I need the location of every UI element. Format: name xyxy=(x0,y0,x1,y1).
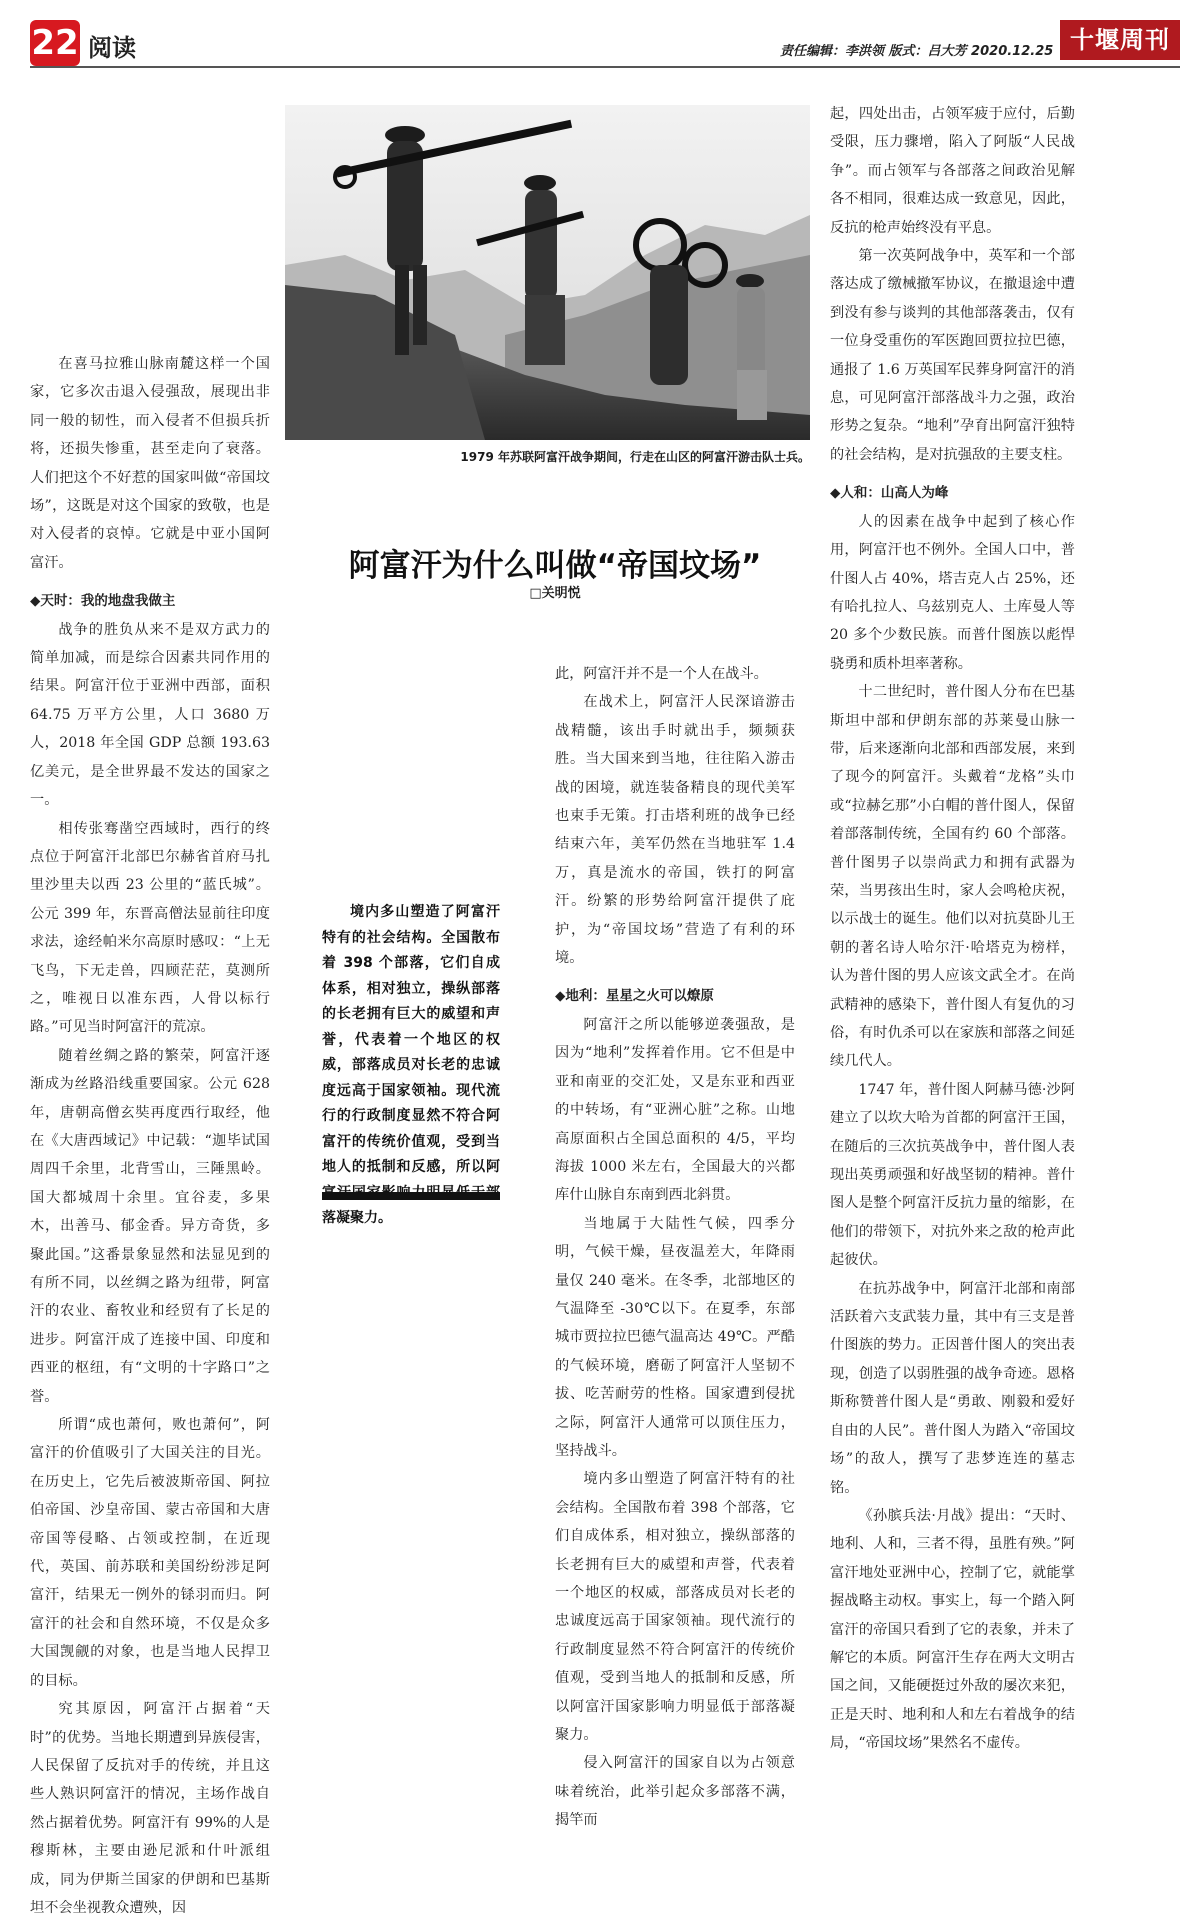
column-3 xyxy=(830,100,1075,1758)
column-1 xyxy=(30,350,270,1922)
page-number: 22 xyxy=(30,20,80,66)
pull-quote-bar xyxy=(322,1192,500,1200)
soldiers-photo-illustration xyxy=(285,105,810,440)
paragraph: 境内多山塑造了阿富汗特有的社会结构。全国散布着 398 个部落，它们自成体系，相对独立，操纵部落的长老拥有巨大的威望和声誉，代表着一个地区的权威，部落成员对长老的忠诚度远高于国家领袖。现代流行的行政制度显然不符合阿富汗的传统价值观，受到当地人的抵制和反感，所以阿富汗国家影响力明显低于部落凝聚力。 xyxy=(555,1471,795,1744)
paragraph: 阿富汗之所以能够逆袭强敌，是因为“地利”发挥着作用。它不但是中亚和南亚的交汇处，又是东亚和西亚的中转场，有“亚洲心脏”之称。山地高原面积占全国总面积的 4/5，平均海拔 1000 米左右，全国最大的兴都库什山脉自东南到西北斜贯。 xyxy=(555,1016,795,1204)
paragraph: 《孙膑兵法·月战》提出：“天时、地利、人和，三者不得，虽胜有殃。”阿富汗地处亚洲中心，控制了它，就能掌握战略主动权。事实上，每一个踏入阿富汗的帝国只看到了它的表象，并未了解它的本质。阿富汗生存在两大文明古国之间，又能硬挺过外敌的屡次来犯，正是天时、地利和人和左右着战争的结局，“帝国坟场”果然名不虚传。 xyxy=(830,1507,1075,1752)
article-title: 阿富汗为什么叫做“帝国坟场” xyxy=(348,548,762,584)
brand-logo: 十堰周刊 xyxy=(1060,20,1180,60)
paragraph: 在抗苏战争中，阿富汗北部和南部活跃着六支武装力量，其中有三支是普什图族的势力。正因普什图人的突出表现，创造了以弱胜强的战争奇迹。恩格斯称赞普什图人是“勇敢、刚毅和爱好自由的人民”。普什图人为踏入“帝国坟场”的敌人，撰写了悲梦连连的墓志铭。 xyxy=(830,1280,1075,1496)
pull-quote-text: 境内多山塑造了阿富汗特有的社会结构。全国散布着 398 个部落，它们自成体系，相对独立，操纵部落的长老拥有巨大的威望和声誉，代表着一个地区的权威，部落成员对长老的忠诚度远高于国家领袖。现代流行的行政制度显然不符合阿富汗的传统价值观，受到当地人的抵制和反感，所以阿 落凝聚力。 xyxy=(322,904,500,1226)
section-name: 阅读 xyxy=(88,34,136,62)
paragraph: 侵入阿富汗的国家自以为占领意味着统治，此举引起众多部落不满，揭竿而 xyxy=(555,1755,795,1829)
paragraph: 当地属于大陆性气候，四季分明，气候干燥，昼夜温差大，年降雨量仅 240 毫米。在冬季，北部地区的气温降至 -30℃以下。在夏季，东部城市贾拉拉巴德气温高达 49℃。严酷的气候环境，磨砺了阿富汗人坚韧不拔、吃苦耐劳的性格。国家遭到侵扰之际，阿富汗人通常可以顶住压力，坚持战斗。 xyxy=(555,1215,795,1459)
paragraph: 第一次英阿战争中，英军和一个部落达成了缴械撤军协议，在撤退途中遭到没有参与谈判的其他部落袭击，仅有一位身受重伤的军医跑回贾拉拉巴德，通报了 1.6 万英国军民葬身阿富汗的消息，可见阿富汗部落战斗力之强，政治形势之复杂。“地利”孕育出阿富汗独特的社会结构，是对抗强敌的主要支柱。 xyxy=(830,248,1075,463)
paragraph: 究其原因，阿富汗占据着“天时”的优势。当地长期遭到异族侵害，人民保留了反抗对手的传统，并且这些人熟识阿富汗的情况，主场作战自然占据着优势。阿富汗有 99%的人是穆斯林，主要由逊尼派和什叶派组成，同为伊斯兰国家的伊朗和巴基斯坦不会坐视教众遭殃，因 xyxy=(30,1701,270,1916)
paragraph: 所谓“成也萧何，败也萧何”，阿富汗的价值吸引了大国关注的目光。在历史上，它先后被波斯帝国、阿拉伯帝国、沙皇帝国、蒙古帝国和大唐帝国等侵略、占领或控制，在近现代，英国、前苏联和美国纷纷涉足阿富汗，结果无一例外的铩羽而归。阿富汗的社会和自然环境，不仅是众多大国觊觎的对象，也是当地人民捍卫的目标。 xyxy=(30,1417,270,1689)
paragraph: 在战术上，阿富汗人民深谙游击战精髓，该出手时就出手，频频获胜。当大国来到当地，往往陷入游击战的困境，就连装备精良的现代美军也束手无策。打击塔利班的战争已经结束六年，美军仍然在当地驻军 1.4 万，真是流水的帝国，铁打的阿富汗。纷繁的形势给阿富汗提供了庇护，为“帝国坟场”营造了有利的环境。 xyxy=(555,694,795,967)
pull-quote xyxy=(322,900,500,1232)
header-rule xyxy=(30,66,1180,68)
column-2 xyxy=(555,660,795,1835)
paragraph: 十二世纪时，普什图人分布在巴基斯坦中部和伊朗东部的苏莱曼山脉一带，后来逐渐向北部和西部发展，来到了现今的阿富汗。头戴着“龙格”头巾或“拉赫乞那”小白帽的普什图人，保留着部落制传统，全国有约 60 个部落。普什图男子以崇尚武力和拥有武器为荣，当男孩出生时，家人会鸣枪庆祝，以示战士的诞生。他们以对抗莫卧儿王朝的著名诗人哈尔汗·哈塔克为榜样，认为普什图的男人应该文武全才。在尚武精神的感染下，普什图人有复仇的习俗，有时仇杀可以在家族和部落之间延续几代人。 xyxy=(830,684,1075,1070)
photo-caption: 1979 年苏联阿富汗战争期间，行走在山区的阿富汗游击队士兵。 xyxy=(460,450,810,464)
paragraph: 此，阿富汗并不是一个人在战斗。 xyxy=(555,666,768,682)
article-photo xyxy=(285,105,810,440)
paragraph: 起，四处出击，占领军疲于应付，后勤受限，压力骤增，陷入了阿版“人民战争”。而占领军与各部落之间政治见解各不相同，很难达成一致意见，因此，反抗的枪声始终没有平息。 xyxy=(830,106,1075,236)
paragraph: 1747 年，普什图人阿赫马德·沙阿建立了以坎大哈为首都的阿富汗王国，在随后的三次抗英战争中，普什图人表现出英勇顽强和好战坚韧的精神。普什图人是整个阿富汗反抗力量的缩影，在他们的带领下，对抗外来之敌的枪声此起彼伏。 xyxy=(830,1081,1075,1269)
paragraph: 随着丝绸之路的繁荣，阿富汗逐渐成为丝路沿线重要国家。公元 628 年，唐朝高僧玄奘再度西行取经，他在《大唐西域记》中记载：“迦毕试国周四千余里，北背雪山，三陲黑岭。国大都城周十余里。宜谷麦，多果木，出善马、郁金香。异方奇货，多聚此国。”这番景象显然和法显见到的有所不同，以丝绸之路为纽带，阿富汗的农业、畜牧业和经贸有了长足的进步。阿富汗成了连接中国、印度和西亚的枢纽，有“文明的十字路口”之誉。 xyxy=(30,1047,270,1405)
paragraph: 相传张骞凿空西域时，西行的终点位于阿富汗北部巴尔赫省首府马扎里沙里夫以西 23 公里的“蓝氏城”。公元 399 年，东晋高僧法显前往印度求法，途经帕米尔高原时感叹：“上无飞鸟，下无走兽，四顾茫茫，莫测所之，唯视日以准东西，人骨以标行路。”可见当时阿富汗的荒凉。 xyxy=(30,820,270,1036)
paragraph: 战争的胜负从来不是双方武力的简单加减，而是综合因素共同作用的结果。阿富汗位于亚洲中西部，面积 64.75 万平方公里，人口 3680 万人，2018 年全国 GDP 总额 193.63 亿美元，是全世界最不发达的国家之一。 xyxy=(30,621,270,809)
article-author: □关明悦 xyxy=(529,586,581,601)
section-heading-dili: ◆地利：星星之火可以燎原 xyxy=(555,988,714,1005)
editor-line: 责任编辑：李洪领 版式：吕大芳 2020.12.25 xyxy=(780,44,1054,59)
paragraph: 人的因素在战争中起到了核心作用，阿富汗也不例外。全国人口中，普什图人占 40%，塔吉克人占 25%，还有哈扎拉人、乌兹别克人、土库曼人等 20 多个少数民族。而普什图族以彪悍骁勇和质朴坦率著称。 xyxy=(830,513,1075,672)
section-heading-tianshi: ◆天时：我的地盘我做主 xyxy=(30,593,176,610)
section-heading-renhe: ◆人和：山高人为峰 xyxy=(830,485,949,502)
paragraph: 在喜马拉雅山脉南麓这样一个国家，它多次击退入侵强敌，展现出非同一般的韧性，而入侵者不但损兵折将，还损失惨重，甚至走向了衰落。人们把这个不好惹的国家叫做“帝国坟场”，这既是对这个国家的致敬，也是对入侵者的哀悼。它就是中亚小国阿富汗。 xyxy=(30,356,270,571)
